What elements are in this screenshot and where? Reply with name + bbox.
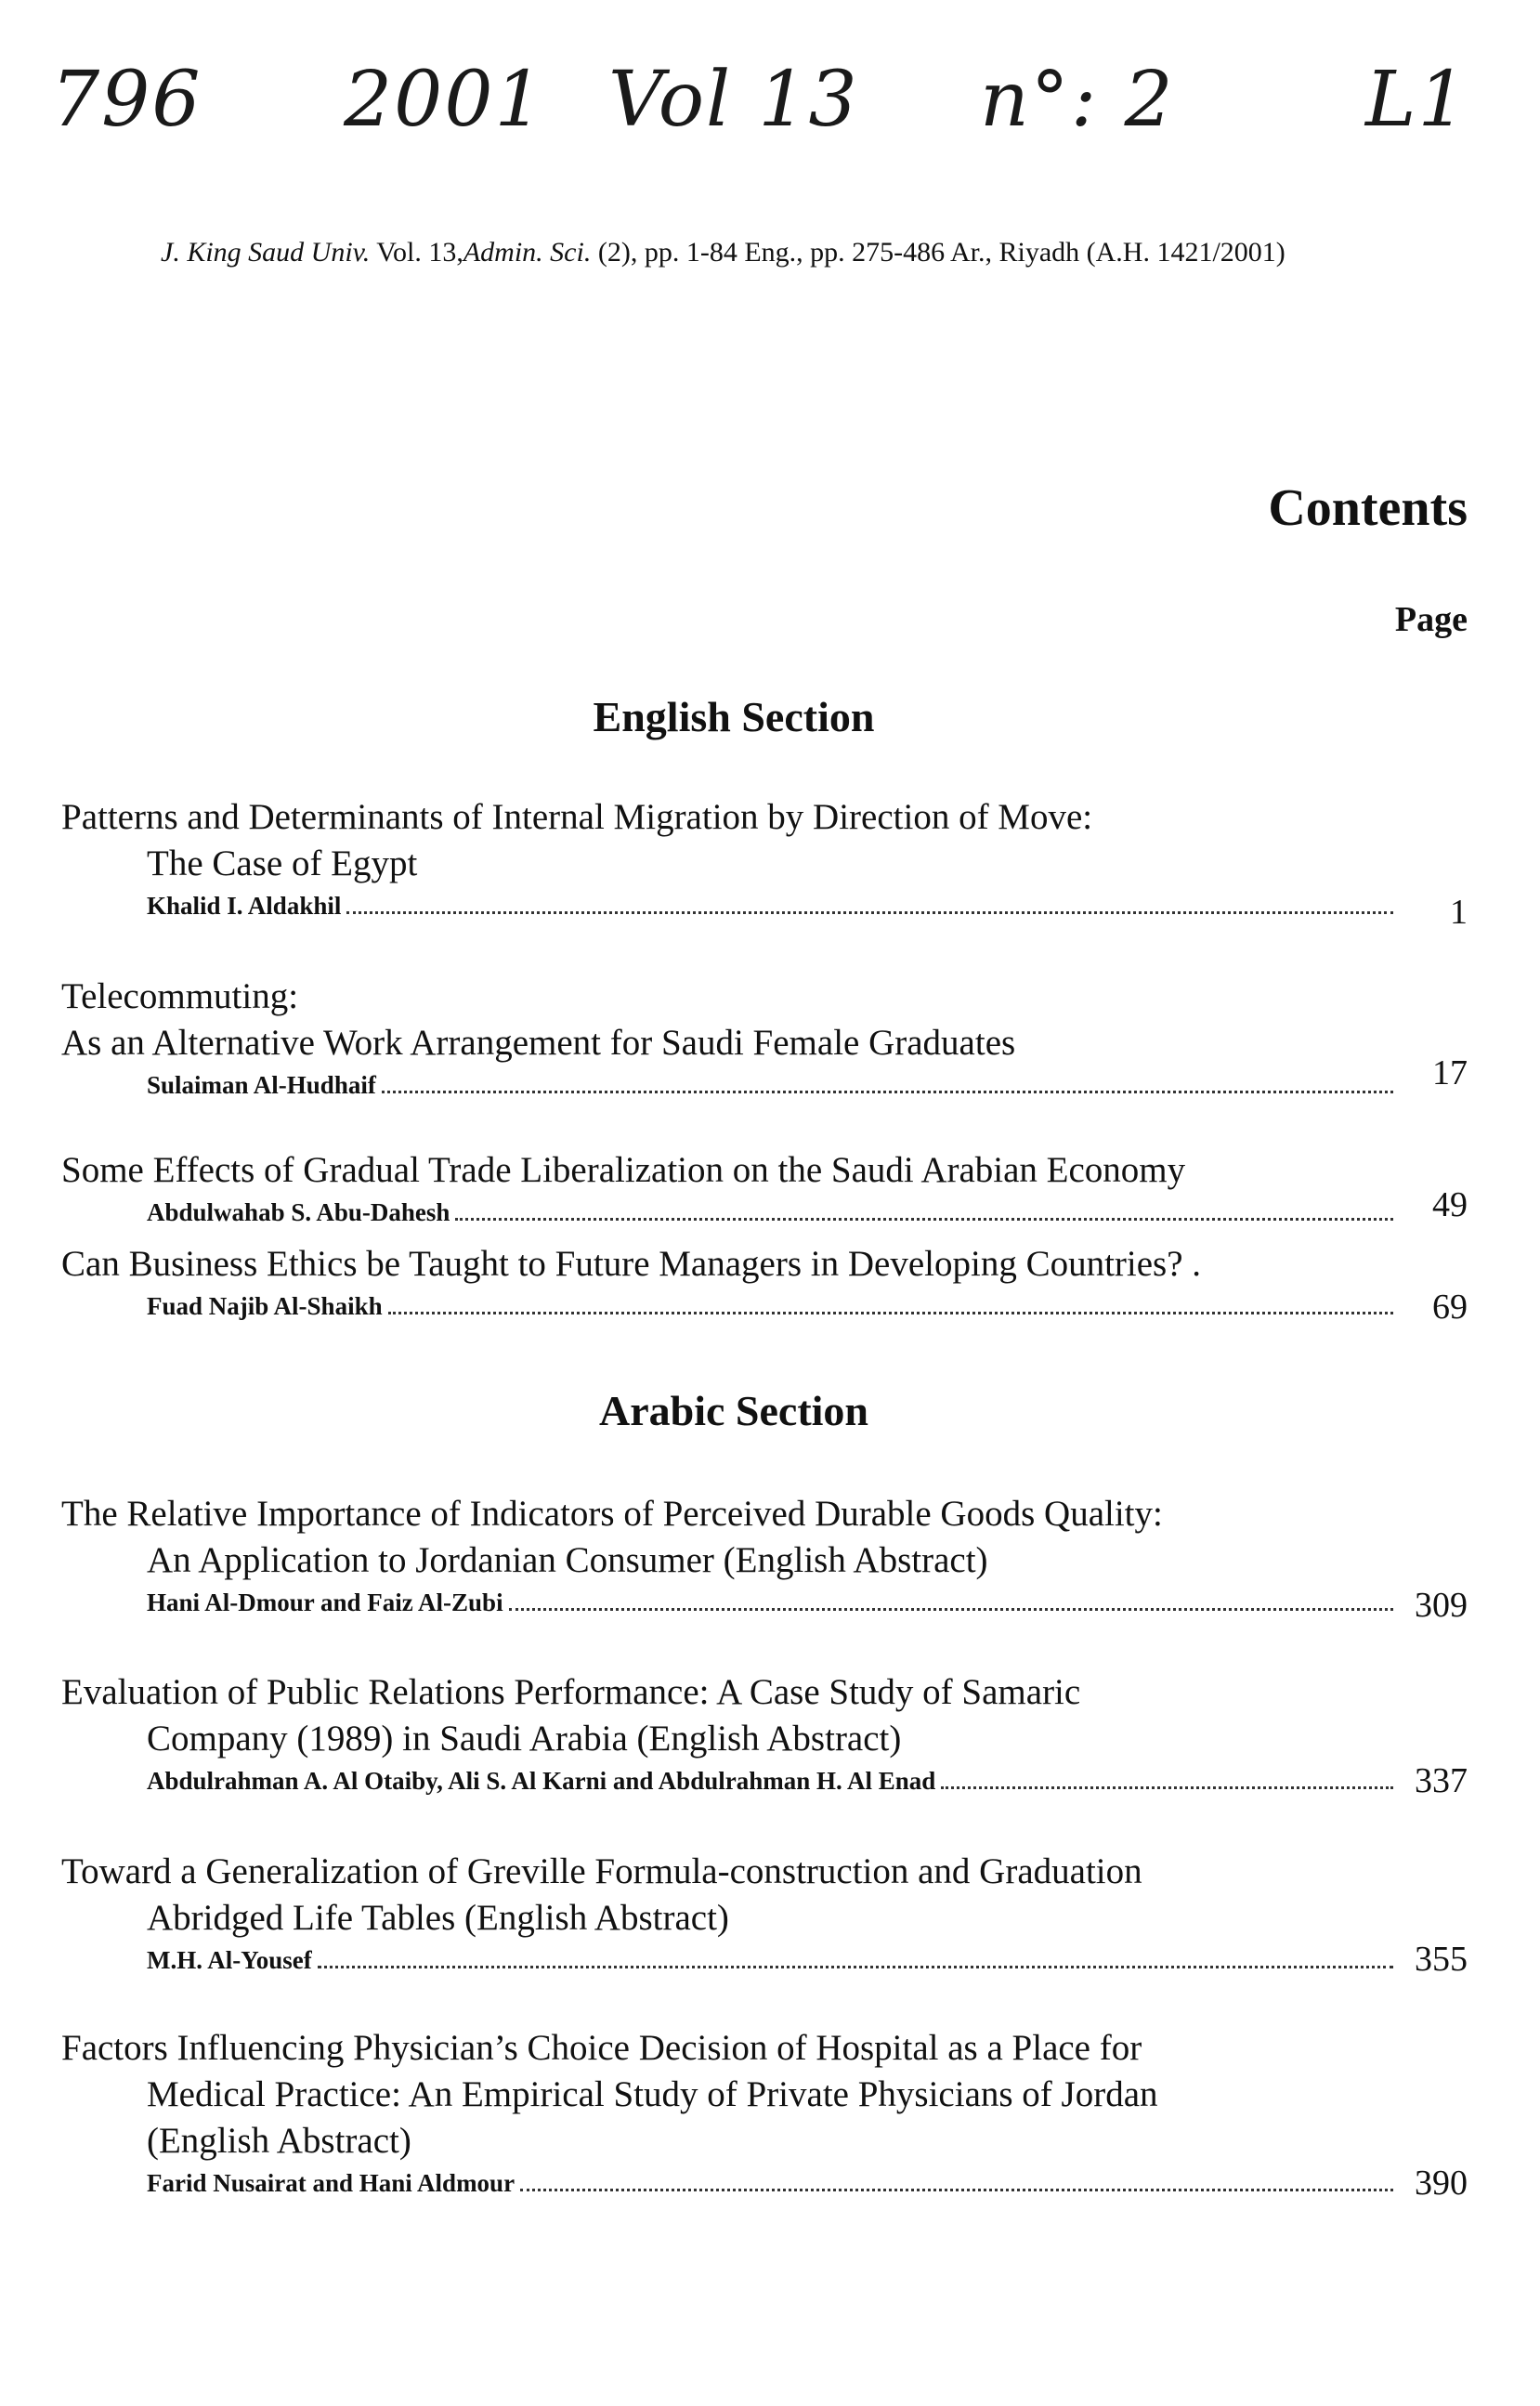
toc-entry[interactable] bbox=[61, 2025, 1466, 2198]
handwritten-annotation bbox=[51, 37, 1500, 177]
entry-title bbox=[61, 974, 1466, 1066]
entry-title bbox=[61, 1669, 1466, 1762]
entry-title-line: Abridged Life Tables (English Abstract) bbox=[147, 1898, 729, 1938]
toc-entry[interactable] bbox=[61, 974, 1466, 1100]
english-section-heading: English Section bbox=[593, 693, 875, 740]
entry-title bbox=[61, 1241, 1466, 1288]
entry-author-row bbox=[147, 1762, 1397, 1796]
toc-entry[interactable] bbox=[61, 1147, 1466, 1227]
entry-title-line: Telecommuting: bbox=[61, 976, 299, 1016]
entry-title-line: As an Alternative Work Arrangement for Saudi Female Graduates bbox=[61, 1023, 1016, 1063]
handwritten-volume: Vol 13 bbox=[608, 56, 859, 144]
entry-author-row bbox=[147, 1584, 1397, 1617]
entry-title-line: Factors Influencing Physician’s Choice Decision of Hospital as a Place for bbox=[61, 2028, 1142, 2068]
entry-author: Sulaiman Al-Hudhaif bbox=[147, 1071, 376, 1099]
page-column-header: Page bbox=[1394, 600, 1468, 639]
entry-title bbox=[61, 1147, 1466, 1194]
dot-leader bbox=[455, 1218, 1393, 1221]
entry-title-line: Company (1989) in Saudi Arabia (English Abstract) bbox=[147, 1719, 902, 1759]
dot-leader bbox=[318, 1966, 1393, 1968]
entry-author-row bbox=[147, 2164, 1397, 2198]
citation-journal: J. King Saud Univ. bbox=[161, 237, 371, 268]
entry-title-line: Can Business Ethics be Taught to Future Managers in Developing Countries? . bbox=[61, 1244, 1202, 1284]
entry-page-number: 309 bbox=[1415, 1586, 1468, 1625]
arabic-section-heading: Arabic Section bbox=[598, 1387, 868, 1434]
entry-author-row bbox=[147, 887, 1397, 921]
entry-page-number: 49 bbox=[1432, 1185, 1468, 1224]
handwritten-year: 2001 bbox=[344, 56, 545, 144]
entry-author: Khalid I. Aldakhil bbox=[147, 892, 342, 920]
page-title: Contents bbox=[1268, 479, 1468, 537]
entry-author-row bbox=[147, 1288, 1397, 1321]
entry-title-line: Toward a Generalization of Greville Formula-construction and Graduation bbox=[61, 1851, 1142, 1891]
entry-author-row bbox=[147, 1194, 1397, 1227]
entry-title bbox=[61, 794, 1466, 887]
toc-entry[interactable] bbox=[61, 1669, 1466, 1796]
entry-page-number: 69 bbox=[1432, 1288, 1468, 1327]
entry-author: Abdulwahab S. Abu-Dahesh bbox=[147, 1198, 450, 1226]
entry-page-number: 390 bbox=[1415, 2164, 1468, 2203]
entry-author-row bbox=[147, 1942, 1397, 1975]
entry-author: Farid Nusairat and Hani Aldmour bbox=[147, 2169, 516, 2197]
entry-page-number: 337 bbox=[1415, 1761, 1468, 1800]
entry-author: Hani Al-Dmour and Faiz Al-Zubi bbox=[147, 1589, 503, 1616]
entry-title-line: The Case of Egypt bbox=[147, 843, 418, 883]
entry-title-line: An Application to Jordanian Consumer (English Abstract) bbox=[147, 1540, 988, 1580]
citation-volume: Vol. 13, bbox=[376, 237, 463, 268]
entry-title bbox=[61, 1491, 1466, 1584]
entry-author: Abdulrahman A. Al Otaiby, Ali S. Al Karni and Abdulrahman H. Al Enad bbox=[147, 1767, 936, 1795]
dot-leader bbox=[520, 2189, 1393, 2191]
entry-title-line: Evaluation of Public Relations Performance: A Case Study of Samaric bbox=[61, 1672, 1081, 1712]
dot-leader bbox=[346, 911, 1393, 914]
dot-leader bbox=[941, 1786, 1393, 1789]
journal-citation bbox=[161, 237, 1286, 268]
entry-title bbox=[61, 1849, 1466, 1942]
entry-page-number: 17 bbox=[1432, 1053, 1468, 1092]
entry-page-number: 1 bbox=[1450, 893, 1468, 932]
toc-entry[interactable] bbox=[61, 794, 1466, 921]
citation-details: (2), pp. 1-84 Eng., pp. 275-486 Ar., Riyadh (A.H. 1421/2001) bbox=[597, 237, 1286, 268]
handwritten-mark: L1 bbox=[1365, 56, 1468, 144]
toc-entry[interactable] bbox=[61, 1241, 1466, 1321]
entry-title bbox=[61, 2025, 1466, 2164]
handwritten-number: 796 bbox=[51, 56, 202, 144]
toc-entry[interactable] bbox=[61, 1491, 1466, 1617]
entry-author: M.H. Al-Yousef bbox=[147, 1946, 312, 1974]
entry-title-line: Patterns and Determinants of Internal Migration by Direction of Move: bbox=[61, 797, 1093, 837]
entry-title-line: (English Abstract) bbox=[147, 2121, 411, 2161]
citation-series: Admin. Sci. bbox=[463, 237, 592, 268]
entry-title-line: Medical Practice: An Empirical Study of Private Physicians of Jordan bbox=[147, 2074, 1158, 2114]
toc-entry[interactable] bbox=[61, 1849, 1466, 1975]
dot-leader bbox=[509, 1608, 1393, 1611]
entry-author-row bbox=[147, 1066, 1397, 1100]
entry-title-line: The Relative Importance of Indicators of Perceived Durable Goods Quality: bbox=[61, 1494, 1163, 1534]
entry-page-number: 355 bbox=[1415, 1940, 1468, 1979]
dot-leader bbox=[382, 1091, 1393, 1093]
handwritten-issue: n°: 2 bbox=[980, 56, 1175, 144]
dot-leader bbox=[388, 1312, 1393, 1314]
entry-title-line: Some Effects of Gradual Trade Liberalization on the Saudi Arabian Economy bbox=[61, 1150, 1186, 1190]
entry-author: Fuad Najib Al-Shaikh bbox=[147, 1292, 383, 1320]
